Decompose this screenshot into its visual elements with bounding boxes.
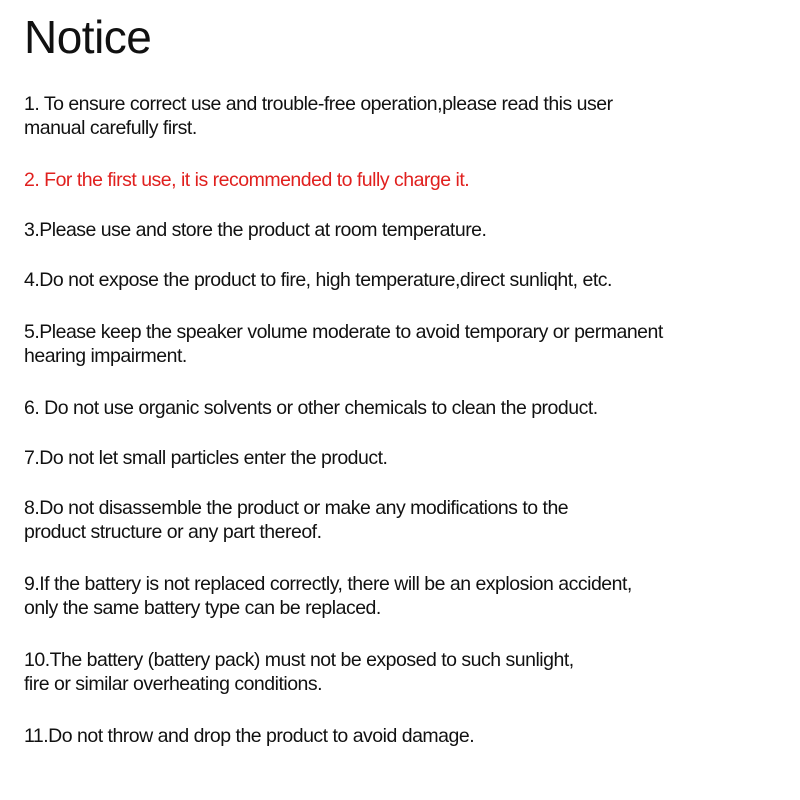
page-title: Notice [24, 11, 152, 63]
notice-item-4: 4.Do not expose the product to fire, high temperature,direct sunliqht, etc. [24, 269, 612, 291]
notice-item-6: 6. Do not use organic solvents or other chemicals to clean the product. [24, 397, 598, 419]
notice-item-8: 8.Do not disassemble the product or make any modifications to the product structure or any part thereof. [24, 497, 569, 543]
notice-item-9: 9.If the battery is not replaced correctly, there will be an explosion accident, only the same battery type can be replaced. [24, 573, 632, 619]
notice-item-2-highlighted: 2. For the first use, it is recommended to fully charge it. [24, 169, 470, 191]
notice-item-5: 5.Please keep the speaker volume moderate to avoid temporary or permanent hearing impairment. [24, 321, 663, 367]
notice-item-1: 1. To ensure correct use and trouble-free operation,please read this user manual carefully first. [24, 93, 613, 139]
notice-item-3: 3.Please use and store the product at room temperature. [24, 219, 487, 241]
notice-item-7: 7.Do not let small particles enter the product. [24, 447, 388, 469]
notice-item-10: 10.The battery (battery pack) must not be exposed to such sunlight, fire or similar overheating conditions. [24, 649, 574, 695]
notice-item-11: 11.Do not throw and drop the product to avoid damage. [24, 725, 475, 747]
